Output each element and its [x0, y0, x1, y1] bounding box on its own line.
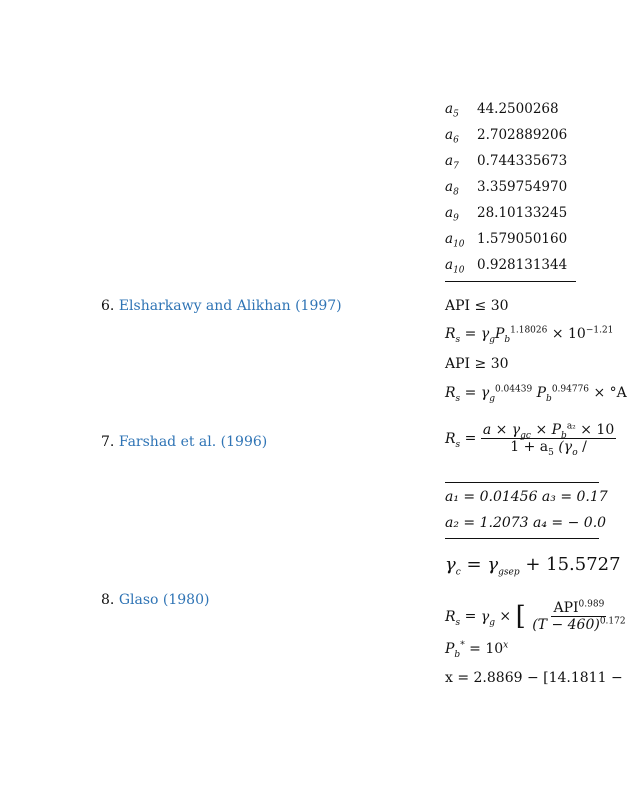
subscript: c: [455, 567, 461, 578]
superscript: 0.172: [599, 616, 626, 627]
equation-tail: + 15.5727: [525, 554, 621, 575]
reference-link[interactable]: Farshad et al. (1996): [118, 434, 268, 450]
superscript: x: [503, 640, 509, 651]
reference-link[interactable]: Elsharkawy and Alikhan (1997): [118, 298, 342, 314]
condition-api-le-30: API ≤ 30: [445, 298, 509, 314]
coefficient-value: 28.10133245: [477, 205, 568, 221]
coefficient-row: [445, 257, 567, 283]
coefficient-table: [445, 101, 567, 283]
reference-link[interactable]: Glaso (1980): [118, 592, 210, 608]
reference-item-6: [101, 298, 342, 314]
denominator-end: /: [582, 439, 587, 455]
subscript: gsep: [498, 567, 520, 578]
equation-farshad: $R_s$ = $\frac{a \times \gamma_{gc} \times P_b^{a_2} \times 10}{1 + a_5 (\gamma_o /}$: [445, 421, 615, 458]
coefficient-value: 0.928131344: [477, 257, 568, 273]
coefficient-label: $a_8$: [445, 179, 459, 198]
numerator-tail: × 10: [580, 422, 615, 438]
coefficient-row: [445, 127, 567, 153]
equation-mid: = γ: [466, 554, 499, 575]
farshad-coef-row-1: a₁ = 0.01456 a₃ = 0.17: [445, 489, 608, 505]
equation-glaso-x: x = 2.8869 − [14.1811 −: [445, 670, 623, 686]
coefficient-row: [445, 205, 567, 231]
farshad-table-bottom-rule: [445, 538, 599, 539]
condition-api-ge-30: API ≥ 30: [445, 356, 509, 372]
numerator-mid: × P: [535, 422, 562, 438]
coefficient-label: $a_5$: [445, 101, 459, 120]
superscript: 0.989: [578, 599, 605, 610]
equation-gamma-c: [445, 554, 621, 578]
denominator-text: 1 + a: [510, 439, 549, 455]
coefficient-row: [445, 179, 567, 205]
equation-tail: × 10: [551, 326, 586, 342]
equation-text: = 10: [469, 641, 504, 657]
coefficient-value: 1.579050160: [477, 231, 568, 247]
subscript: o: [572, 447, 578, 458]
equation-glaso-rs: $R_s = \gamma_g$ × [ $\frac{API^{0.989}}{(T - 460)^{0.172}}$: [445, 599, 626, 633]
subscript: gc: [520, 430, 531, 441]
coefficient-row: [445, 101, 567, 127]
item-number: 8.: [101, 592, 115, 608]
fraction: [530, 600, 627, 633]
coefficient-value: 2.702889206: [477, 127, 568, 143]
numerator-text: API: [553, 600, 579, 616]
coefficient-value: 0.744335673: [477, 153, 568, 169]
gamma-symbol: γ: [445, 554, 456, 575]
equation-rs-high-api: $R_s = \gamma_g^{0.04439}$ $P_b^{0.94776} \times ^\circ A$: [445, 384, 627, 404]
subscript: 5: [548, 447, 554, 458]
denominator-text: (T − 460): [532, 617, 600, 633]
coefficient-value: 3.359754970: [477, 179, 568, 195]
coefficient-label: $a_6$: [445, 127, 459, 146]
farshad-coef-row-2: a₂ = 1.2073 a₄ = − 0.0: [445, 515, 607, 531]
item-number: 6.: [101, 298, 115, 314]
exponent: 1.18026: [510, 325, 548, 336]
equation-tail: × °A: [593, 385, 627, 401]
coefficient-row: [445, 231, 567, 257]
denominator-tail: (γ: [558, 439, 573, 455]
equation-glaso-pb: $P_b^* = 10^x$: [445, 640, 509, 660]
fraction: $\frac{a \times \gamma_{gc} \times P_b^{a_2} \times 10}{1 + a_5 (\gamma_o /}$: [482, 421, 615, 458]
item-number: 7.: [101, 434, 115, 450]
coefficient-value: 44.2500268: [477, 101, 559, 117]
coefficient-row: [445, 153, 567, 179]
equation-rs-low-api: $R_s = \gamma_gP_b^{1.18026} \times 10^{-1.21}$: [445, 325, 614, 345]
exponent: 0.94776: [551, 384, 590, 395]
reference-item-7: [101, 434, 267, 450]
coefficient-label: $a_{10}$: [445, 257, 465, 276]
exponent: 0.04439: [494, 384, 533, 395]
coefficient-label: $a_{10}$: [445, 231, 465, 250]
exponent: −1.21: [585, 325, 614, 336]
reference-item-8: [101, 592, 209, 608]
numerator-text: a × γ: [482, 422, 521, 438]
superscript: a₂: [566, 421, 576, 432]
farshad-table-top-rule: [445, 482, 599, 483]
coefficient-table-rule: [445, 281, 576, 282]
coefficient-label: $a_9$: [445, 205, 459, 224]
coefficient-label: $a_7$: [445, 153, 459, 172]
